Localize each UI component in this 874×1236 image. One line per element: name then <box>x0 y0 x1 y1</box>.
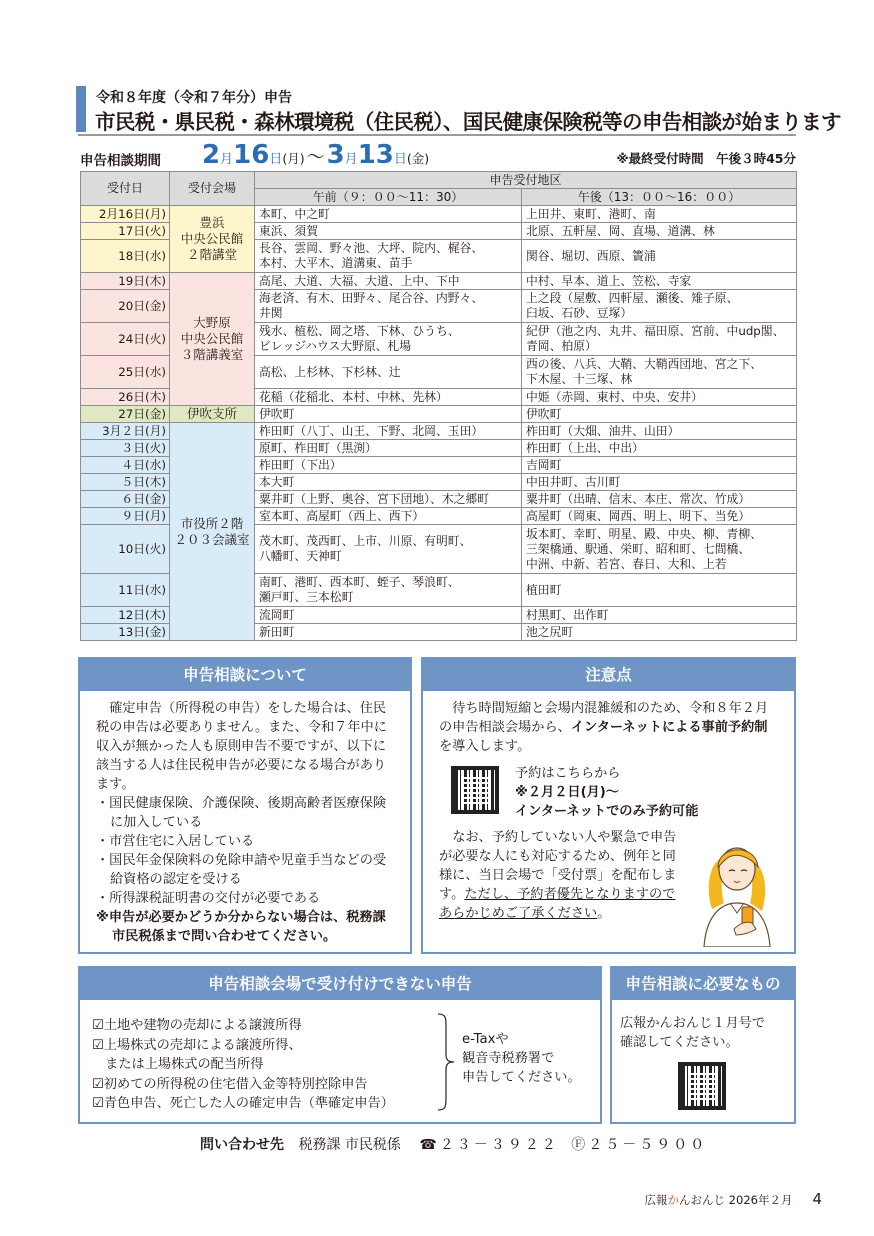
am-area-cell: 花稲（花稲北、本村、中林、先林） <box>255 389 522 406</box>
header-pm: 午後（13：００～16：００） <box>522 189 797 206</box>
header-area: 申告受付地区 <box>255 172 797 189</box>
venue-cell: 伊吹支所 <box>170 406 255 423</box>
pm-area-cell: 柞田町（上出、中出） <box>522 440 797 457</box>
am-area-cell: 粟井町（上野、奥谷、宮下団地）、木之郷町 <box>255 491 522 508</box>
header-am: 午前（９：００～11：30） <box>255 189 522 206</box>
notes-text-2: なお、予約していない人や緊急で申告が必要な人にも対応するため、例年と同様に、当日会場で「受付票」を配布します。 <box>439 830 677 902</box>
period-dates <box>202 140 429 170</box>
am-area-cell: 新田町 <box>255 624 522 641</box>
date-cell: ５日(木) <box>81 474 170 491</box>
title-accent-bar <box>76 86 86 132</box>
am-area-cell: 南町、港町、西本町、蛭子、琴浪町、 瀬戸町、三本松町 <box>255 574 522 607</box>
notes-box <box>421 657 796 954</box>
pm-area-cell: 高屋町（岡東、岡西、明上、明下、当免） <box>522 508 797 525</box>
notes-paragraph-1 <box>439 699 780 756</box>
pm-area-cell: 西の後、八兵、大鞘、大鞘西団地、宮之下、 下木屋、十三塚、林 <box>522 356 797 389</box>
end-month-unit: 月 <box>344 152 358 167</box>
qr-internet-only: インターネットでのみ予約可能 <box>515 804 699 819</box>
period-tilde: ～ <box>306 147 325 168</box>
am-area-cell: 柞田町（八丁、山王、下野、北岡、玉田） <box>255 423 522 440</box>
page-subtitle: 令和８年度（令和７年分）申告 <box>96 90 292 106</box>
am-area-cell: 原町、柞田町（黒渕） <box>255 440 522 457</box>
am-area-cell: 流岡町 <box>255 607 522 624</box>
am-area-cell: 茂木町、茂西町、上市、川原、有明町、 八幡町、天神町 <box>255 525 522 574</box>
woman-with-phone-illustration <box>690 829 782 947</box>
pm-area-cell: 北原、五軒屋、岡、直場、道溝、林 <box>522 223 797 240</box>
end-month: 3 <box>326 140 345 170</box>
am-area-cell: 東浜、須賀 <box>255 223 522 240</box>
contact-tel: ☎２３－３９２２ <box>419 1137 559 1153</box>
pm-area-cell: 上田井、東町、港町、南 <box>522 206 797 223</box>
reservation-qr-code[interactable] <box>451 766 499 814</box>
etax-line: 観音寺税務署で <box>462 1051 555 1066</box>
page-title: 市民税・県民税・森林環境税（住民税）、国民健康保険税等の申告相談が始まります <box>95 110 841 134</box>
pm-area-cell: 植田町 <box>522 574 797 607</box>
am-area-cell: 残水、植松、岡之塔、下林、ひうち、 ビレッジハウス大野原、札場 <box>255 323 522 356</box>
page-footer <box>645 1190 822 1208</box>
am-area-cell: 高松、上杉林、下杉林、辻 <box>255 356 522 389</box>
notes-period: 。 <box>597 906 611 921</box>
date-cell: 12日(木) <box>81 607 170 624</box>
about-item: ・所得課税証明書の交付が必要である <box>96 891 321 906</box>
date-cell: ３日(火) <box>81 440 170 457</box>
about-item: ・国民年金保険料の免除申請や児童手当などの受給資格の認定を受ける <box>96 853 387 887</box>
cannot-item: ☑上場株式の売却による譲渡所得、 <box>92 1037 302 1053</box>
end-day: 13 <box>357 140 394 170</box>
consultation-period <box>80 140 796 170</box>
contact-label: 問い合わせ先 <box>200 1137 284 1153</box>
venue-cell: 市役所２階 ２０３会議室 <box>170 423 255 641</box>
am-area-cell: 本大町 <box>255 474 522 491</box>
notes-underlined: ただし、予約者優先となりますのであらかじめご了承ください <box>439 887 676 921</box>
am-area-cell: 海老済、有木、田野々、尾合谷、内野々、 井関 <box>255 290 522 323</box>
cannot-heading: 申告相談会場で受け付けできない申告 <box>80 968 600 1000</box>
contact-info <box>200 1134 707 1154</box>
about-list <box>96 794 398 908</box>
notes-text: 待ち時間短縮と会場内混雑緩和のため、令和８年２月の申告相談会場から、 <box>439 701 769 735</box>
date-cell: 24日(火) <box>81 323 170 356</box>
start-weekday: (月) <box>282 151 305 166</box>
etax-instructions <box>462 1030 581 1087</box>
needs-text: 広報かんおんじ１月号で <box>620 1016 766 1031</box>
date-cell: 26日(木) <box>81 389 170 406</box>
cannot-item: ☑青色申告、死亡した人の確定申告（準確定申告） <box>92 1096 394 1111</box>
footer-brand-ka: か <box>667 1193 680 1207</box>
date-cell: 13日(金) <box>81 624 170 641</box>
date-cell: 27日(金) <box>81 406 170 423</box>
header-date: 受付日 <box>81 172 170 206</box>
date-cell: 17日(火) <box>81 223 170 240</box>
contact-fax: Ⓕ２５－５９００ <box>571 1137 708 1153</box>
start-month: 2 <box>202 140 221 170</box>
am-area-cell: 柞田町（下出） <box>255 457 522 474</box>
period-label: 申告相談期間 <box>80 153 161 169</box>
about-consultation-box <box>78 657 412 954</box>
qr-caption: 予約はこちらから <box>515 766 621 781</box>
about-item: ・国民健康保険、介護保険、後期高齢者医療保険に加入している <box>96 796 387 830</box>
date-cell: 20日(金) <box>81 290 170 323</box>
am-area-cell: 伊吹町 <box>255 406 522 423</box>
venue-cell: 大野原 中央公民館 ３階講義室 <box>170 273 255 406</box>
date-cell: 10日(火) <box>81 525 170 574</box>
pm-area-cell: 上之段（屋敷、四軒屋、瀬後、雉子原、 臼坂、石砂、豆塚） <box>522 290 797 323</box>
end-day-unit: 日 <box>393 152 407 167</box>
table-row <box>81 423 797 440</box>
contact-dept: 税務課 市民税係 <box>298 1137 401 1153</box>
am-area-cell: 室本町、高屋町（西上、西下） <box>255 508 522 525</box>
cannot-item: ☑土地や建物の売却による譲渡所得 <box>92 1018 302 1033</box>
date-cell: 11日(水) <box>81 574 170 607</box>
pm-area-cell: 紀伊（池之内、丸井、福田原、宮前、中udp閣、 青岡、柏原） <box>522 323 797 356</box>
cannot-list <box>92 1016 394 1114</box>
about-heading: 申告相談について <box>80 659 410 691</box>
needed-items-box <box>610 966 796 1124</box>
pm-area-cell: 吉岡町 <box>522 457 797 474</box>
cannot-item: ☑初めての所得税の住宅借入金等特別控除申告 <box>92 1076 368 1092</box>
about-paragraph: 確定申告（所得税の申告）をした場合は、住民税の申告は必要ありません。また、令和７年中に収入が無かった人も原則申告不要ですが、以下に該当する人は住民税申告が必要になる場合があります。 <box>96 701 387 792</box>
footer-brand-pre: 広報 <box>644 1193 668 1207</box>
venue-cell: 豊浜 中央公民館 ２階講堂 <box>170 206 255 273</box>
pm-area-cell: 伊吹町 <box>522 406 797 423</box>
table-row <box>81 406 797 423</box>
date-cell: 18日(水) <box>81 240 170 273</box>
cannot-accept-box <box>78 966 602 1124</box>
needs-heading: 申告相談に必要なもの <box>612 968 794 1000</box>
etax-line: 申告してください。 <box>462 1070 581 1085</box>
table-row <box>81 206 797 223</box>
date-cell: ４日(水) <box>81 457 170 474</box>
pm-area-cell: 中田井町、古川町 <box>522 474 797 491</box>
notes-emphasis: インターネットによる事前予約制 <box>570 720 768 735</box>
page-number: 4 <box>812 1190 822 1208</box>
date-cell: 3月２日(月) <box>81 423 170 440</box>
title-underline <box>78 134 796 136</box>
am-area-cell: 高尾、大道、大福、大道、上中、下中 <box>255 273 522 290</box>
end-weekday: (金) <box>406 151 430 166</box>
date-cell: 25日(水) <box>81 356 170 389</box>
start-day-unit: 日 <box>269 152 283 167</box>
needs-text: 確認してください。 <box>620 1035 739 1050</box>
pm-area-cell: 中姫（赤岡、東村、中央、安井） <box>522 389 797 406</box>
header-venue: 受付会場 <box>170 172 255 206</box>
am-area-cell: 本町、中之町 <box>255 206 522 223</box>
newsletter-qr-code[interactable] <box>678 1062 726 1110</box>
pm-area-cell: 粟井町（出晴、信末、本庄、常次、竹成） <box>522 491 797 508</box>
notes-text-tail: を導入します。 <box>439 739 531 754</box>
pm-area-cell: 池之尻町 <box>522 624 797 641</box>
date-cell: ９日(月) <box>81 508 170 525</box>
pm-area-cell: 村黒町、出作町 <box>522 607 797 624</box>
date-cell: 19日(木) <box>81 273 170 290</box>
footer-brand-post: んおんじ 2026年２月 <box>679 1193 793 1207</box>
pm-area-cell: 中村、早本、道上、笠松、寺家 <box>522 273 797 290</box>
pm-area-cell: 坂本町、幸町、明星、殿、中央、柳、青柳、 三架橋通、駅通、栄町、昭和町、七間橋、 中洲、中新、若宮、春日、大和、上若 <box>522 525 797 574</box>
start-month-unit: 月 <box>220 152 234 167</box>
pm-area-cell: 柞田町（大畑、油井、山田） <box>522 423 797 440</box>
schedule-table <box>80 171 797 641</box>
notes-heading: 注意点 <box>423 659 794 691</box>
etax-line: e-Taxや <box>462 1032 509 1047</box>
last-reception-time: ※最終受付時間 午後３時45分 <box>616 151 796 166</box>
pm-area-cell: 関谷、堀切、西原、簀浦 <box>522 240 797 273</box>
notes-paragraph-2 <box>439 828 683 923</box>
about-item: ・市営住宅に入居している <box>96 834 255 849</box>
date-cell: 2月16日(月) <box>81 206 170 223</box>
date-cell: ６日(金) <box>81 491 170 508</box>
right-brace-icon <box>436 1012 456 1112</box>
start-day: 16 <box>233 140 270 170</box>
am-area-cell: 長谷、雲岡、野々池、大坪、院内、梶谷、 本村、大平木、道溝東、苗手 <box>255 240 522 273</box>
table-row <box>81 273 797 290</box>
qr-start-date: ※２月２日(月)～ <box>515 785 619 800</box>
about-warning: ※申告が必要かどうか分からない場合は、税務課市民税係まで問い合わせてください。 <box>96 910 386 944</box>
cannot-item: または上場株式の配当所得 <box>92 1057 264 1072</box>
